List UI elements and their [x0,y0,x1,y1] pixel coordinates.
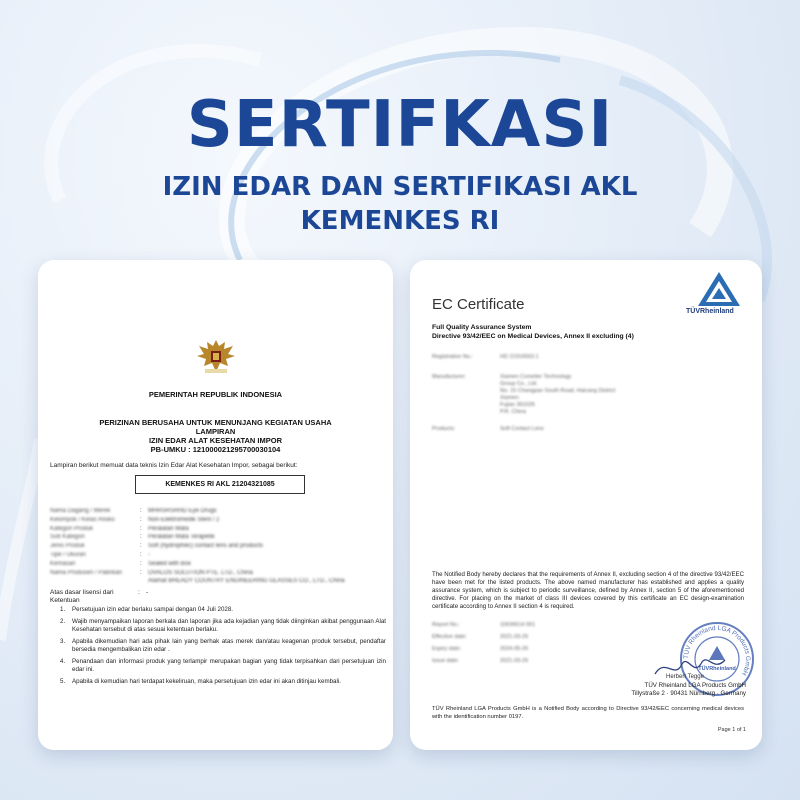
ec-certificate-document [410,260,762,750]
term-item: 1. Persetujuan izin edar berlaku sampai dengan 04 Juli 2028. [60,606,233,613]
report-value: 10636614 001 [500,622,536,628]
headline-subtitle-line2: KEMENKES RI [300,206,500,236]
certificate-title: EC Certificate [432,296,525,313]
detail-row: Kategori Produk : Peralatan Mata [50,525,189,532]
legal-basis-colon: : [138,589,140,596]
field-value: Group Co., Ltd. [500,381,538,387]
detail-row: Nama Dagang / Merek : MHRSRSRHD Eye Drugs [50,508,217,514]
issuing-address: Tillystraße 2 · 90431 Nürnberg · Germany [631,690,746,697]
field-value: HD 21916563.1 [500,354,539,360]
term-item: 2. Wajib menyampaikan laporan berkala dan laporan jika ada kejadian yang tidak diinginkan akibat penggunaan Alat Kesehatan tersebut di atas sesuai ketentuan berlaku. [60,618,386,634]
report-value: 2021-03-26 [500,634,529,640]
field-label: Registration No.: [432,354,473,360]
quality-system: Full Quality Assurance System [432,324,532,331]
page-number: Page 1 of 1 [717,727,746,733]
report-label: Expiry date: [432,646,462,652]
signatory-name: Herbert Tegge [666,674,704,680]
terms-label: Ketentuan [50,597,80,604]
garuda-emblem-icon [195,336,237,376]
permit-heading: PERIZINAN BERUSAHA UNTUK MENUNJANG KEGIATAN USAHA [99,418,332,427]
tuv-triangle-logo-icon [692,270,746,310]
field-value: Fujian 361026 [500,402,535,408]
government-name: PEMERINTAH REPUBLIK INDONESIA [148,390,283,399]
report-label: Issue date: [432,658,459,664]
field-value: Soft Contact Lens [500,426,544,432]
field-value: P.R. China [500,409,526,415]
certificate-footer: TÜV Rheinland LGA Products GmbH is a Notified Body according to Directive 93/42/EEC concerning medical devices with the identification number 0197. [432,706,744,720]
issuing-company: TÜV Rheinland LGA Products GmbH [644,682,746,689]
stamp-inner-text: TÜVRheinland [698,666,736,672]
product-details [50,508,380,587]
akl-number-box: KEMENKES RI AKL 21204321085 [135,475,305,494]
report-value: 2024-05-26 [500,646,529,652]
tuv-brand-name: TÜVRheinland [686,308,734,315]
permit-type: IZIN EDAR ALAT KESEHATAN IMPOR [148,436,283,445]
field-value: Xiamen [500,395,519,401]
terms-list [50,606,386,691]
permit-appendix: LAMPIRAN [195,427,236,436]
permit-number: PB-UMKU : 121000021295700030104 [150,445,281,454]
report-label: Report No.: [432,622,461,628]
detail-row: Kelompok / Kelas Risiko : Non-Elektromedik Steril / 2 [50,516,220,523]
headline-title: SERTIFKASI [186,88,614,162]
legal-basis-value: - [146,589,149,596]
stamp-arc-text: TÜV Rheinland LGA Products GmbH [682,624,752,677]
permit-intro: Lampiran berikut memuat data teknis Izin Edar Alat Kesehatan Impor, sebagai berikut: [50,462,298,469]
report-value: 2021-03-26 [500,658,529,664]
report-label: Effective date: [432,634,467,640]
detail-row: Kemasan : Sealed with Box [50,560,192,567]
term-item: 3. Apabila dikemudian hari ada pihak lain yang berhak atas merek dan/atau keagenan produk tersebut, pendaftar bersedia mengembalikan izin edar . [60,638,386,654]
legal-basis-label: Atas dasar lisensi dari [50,589,114,596]
detail-row: Sub Kategori : Peralatan Mata Terapetik [50,534,215,541]
detail-row: Nama Produsen / Pabrikan : OVALOS SOLUTION PTE. LTD., China [50,569,253,576]
term-item: 4. Penandaan dan informasi produk yang terlampir merupakan bagian yang tidak terpisahkan dari persetujuan izin edar ini. [60,658,386,674]
directive: Directive 93/42/EEC on Medical Devices, Annex II excluding (4) [432,333,634,340]
headline-subtitle-line1: IZIN EDAR DAN SERTIFIKASI AKL [162,172,638,202]
detail-row: Jenis Produk : Soft (hydrophilic) contact lens and products [50,543,264,550]
detail-row: Tipe / Ukuran : - [50,551,150,558]
field-label: Manufacturer: [432,374,466,380]
detail-row: Alamat BREADY COUNTRY ENGINEERING GLASSES CO., LTD., China [148,578,345,585]
field-value: No. 15 Changpan South Road, Haicang District [500,388,616,394]
field-value: Xiamen Comelier Technology [500,374,572,380]
field-label: Products: [432,426,456,432]
izin-edar-document [38,260,393,750]
notified-body-statement: The Notified Body hereby declares that the requirements of Annex II, excluding section 4 of the directive 93/42/EEC have been met for the listed products. The above named manufacturer has established and applies a quality assurance system, which is subject to periodic surveillance, defined by Annex II, section 5 of the aforementioned directive. For placing on the market of class III devices covered by this certificate an EC design-examination certificate according to Annex II section 4 is required. [432,571,744,610]
term-item: 5. Apabila di kemudian hari terdapat kekeliruan, maka persetujuan izin edar ini akan ditinjau kembali. [60,678,341,686]
